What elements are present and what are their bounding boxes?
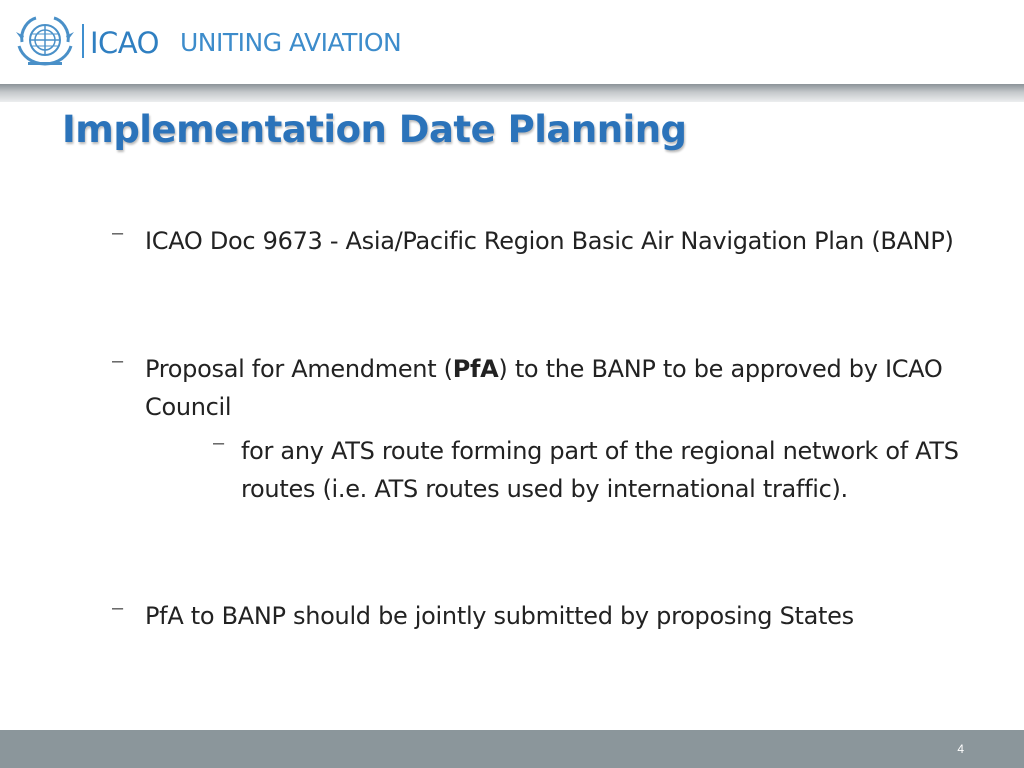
header-divider-bar — [0, 84, 1024, 102]
bullet-bold-term: PfA — [452, 355, 499, 383]
bullet-dash: – — [112, 597, 124, 619]
bullet-dash: – — [112, 350, 124, 372]
icao-emblem-icon — [14, 12, 76, 70]
bullet-item: PfA to BANP should be jointly submitted by proposing States — [145, 602, 854, 630]
slide-header — [0, 0, 1024, 84]
bullet-text: ) to the BANP to be approved by ICAO Council — [145, 355, 943, 421]
brand-separator — [82, 24, 84, 58]
sub-bullet-dash: – — [213, 432, 225, 454]
sub-bullet-item: for any ATS route forming part of the regional network of ATS routes (i.e. ATS routes used by international traffic). — [241, 437, 959, 503]
bullet-text: Proposal for Amendment ( — [145, 355, 453, 383]
bullet-item — [145, 350, 965, 426]
bullet-dash: – — [112, 222, 124, 244]
brand-name: ICAO — [90, 26, 159, 60]
slide-title: Implementation Date Planning — [62, 108, 687, 151]
brand-tagline: UNITING AVIATION — [180, 28, 402, 57]
slide-footer — [0, 730, 1024, 768]
bullet-item: ICAO Doc 9673 - Asia/Pacific Region Basic Air Navigation Plan (BANP) — [145, 227, 954, 255]
page-number: 4 — [957, 742, 964, 756]
